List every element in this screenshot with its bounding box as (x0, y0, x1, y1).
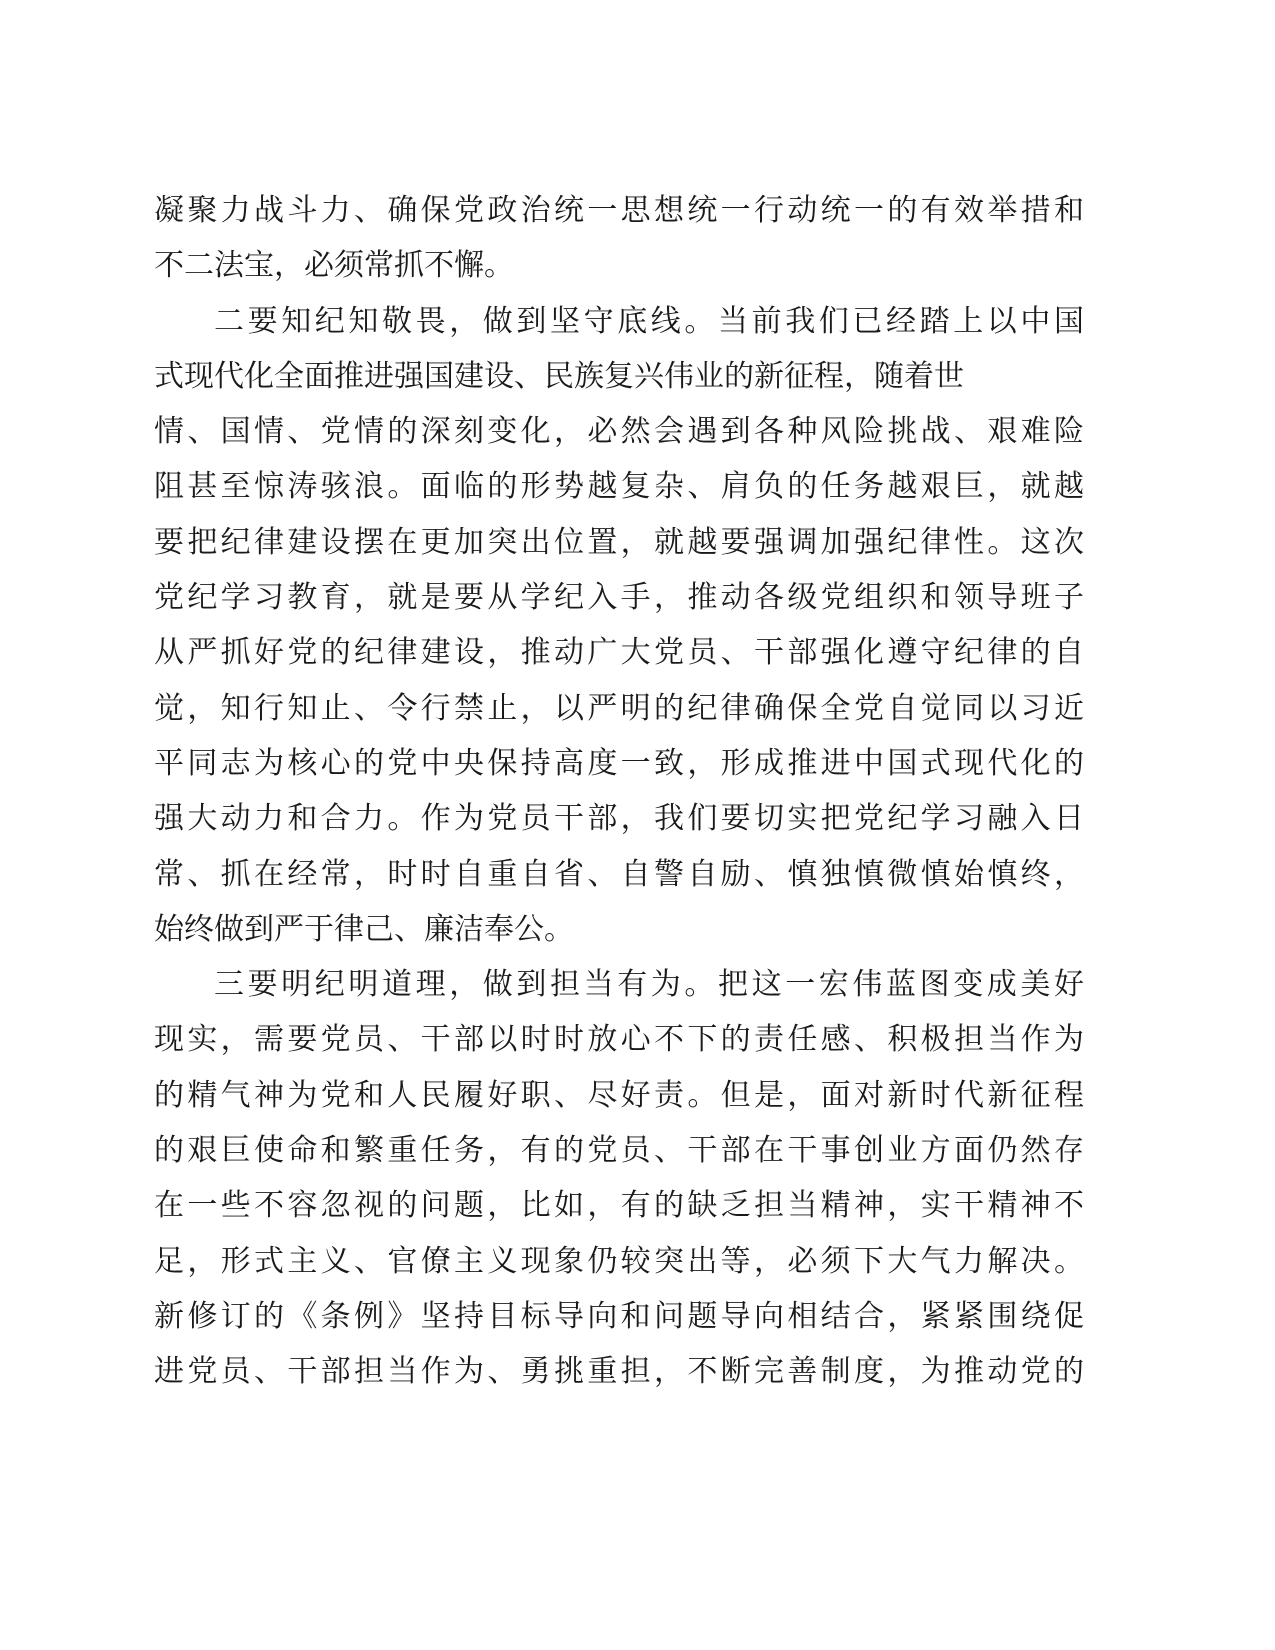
text-line: 不二法宝，必须常抓不懈。 (154, 248, 514, 284)
text-line: 足，形式主义、官僚主义现象仍较突出等，必须下大气力解决。 (154, 1243, 1084, 1279)
text-line: 觉，知行知止、令行禁止，以严明的纪律确保全党自觉同以习近 (154, 690, 1084, 726)
paragraph-start-line: 三要明纪明道理，做到担当有为。把这一宏伟蓝图变成美好 (214, 967, 1084, 1003)
text-line: 的艰巨使命和繁重任务，有的党员、干部在干事创业方面仍然存 (154, 1133, 1084, 1169)
document-body (154, 183, 1084, 1400)
paragraph-start-line: 二要知纪知敬畏，做到坚守底线。当前我们已经踏上以中国 (214, 303, 1084, 339)
text-line: 始终做到严于律己、廉洁奉公。 (154, 911, 574, 947)
text-line: 凝聚力战斗力、确保党政治统一思想统一行动统一的有效举措和 (154, 193, 1084, 228)
text-line: 平同志为核心的党中央保持高度一致，形成推进中国式现代化的 (154, 745, 1084, 781)
text-line: 新修订的《条例》坚持目标导向和问题导向相结合，紧紧围绕促 (154, 1298, 1084, 1334)
text-line: 阻甚至惊涛骇浪。面临的形势越复杂、肩负的任务越艰巨，就越 (154, 469, 1084, 505)
text-line: 要把纪律建设摆在更加突出位置，就越要强调加强纪律性。这次 (154, 524, 1084, 560)
text-line: 式现代化全面推进强国建设、民族复兴伟业的新征程，随着世 (154, 358, 964, 394)
text-line: 党纪学习教育，就是要从学纪入手，推动各级党组织和领导班子 (154, 580, 1084, 616)
text-line: 情、国情、党情的深刻变化，必然会遇到各种风险挑战、艰难险 (154, 414, 1084, 450)
text-line: 在一些不容忽视的问题，比如，有的缺乏担当精神，实干精神不 (154, 1188, 1084, 1224)
text-line: 现实，需要党员、干部以时时放心不下的责任感、积极担当作为 (154, 1022, 1084, 1058)
text-line: 的精气神为党和人民履好职、尽好责。但是，面对新时代新征程 (154, 1077, 1084, 1113)
text-line: 进党员、干部担当作为、勇挑重担，不断完善制度，为推动党的 (154, 1354, 1084, 1390)
text-line: 从严抓好党的纪律建设，推动广大党员、干部强化遵守纪律的自 (154, 635, 1084, 671)
text-line: 强大动力和合力。作为党员干部，我们要切实把党纪学习融入日 (154, 801, 1084, 837)
text-line: 常、抓在经常，时时自重自省、自警自励、慎独慎微慎始慎终， (154, 856, 1084, 892)
